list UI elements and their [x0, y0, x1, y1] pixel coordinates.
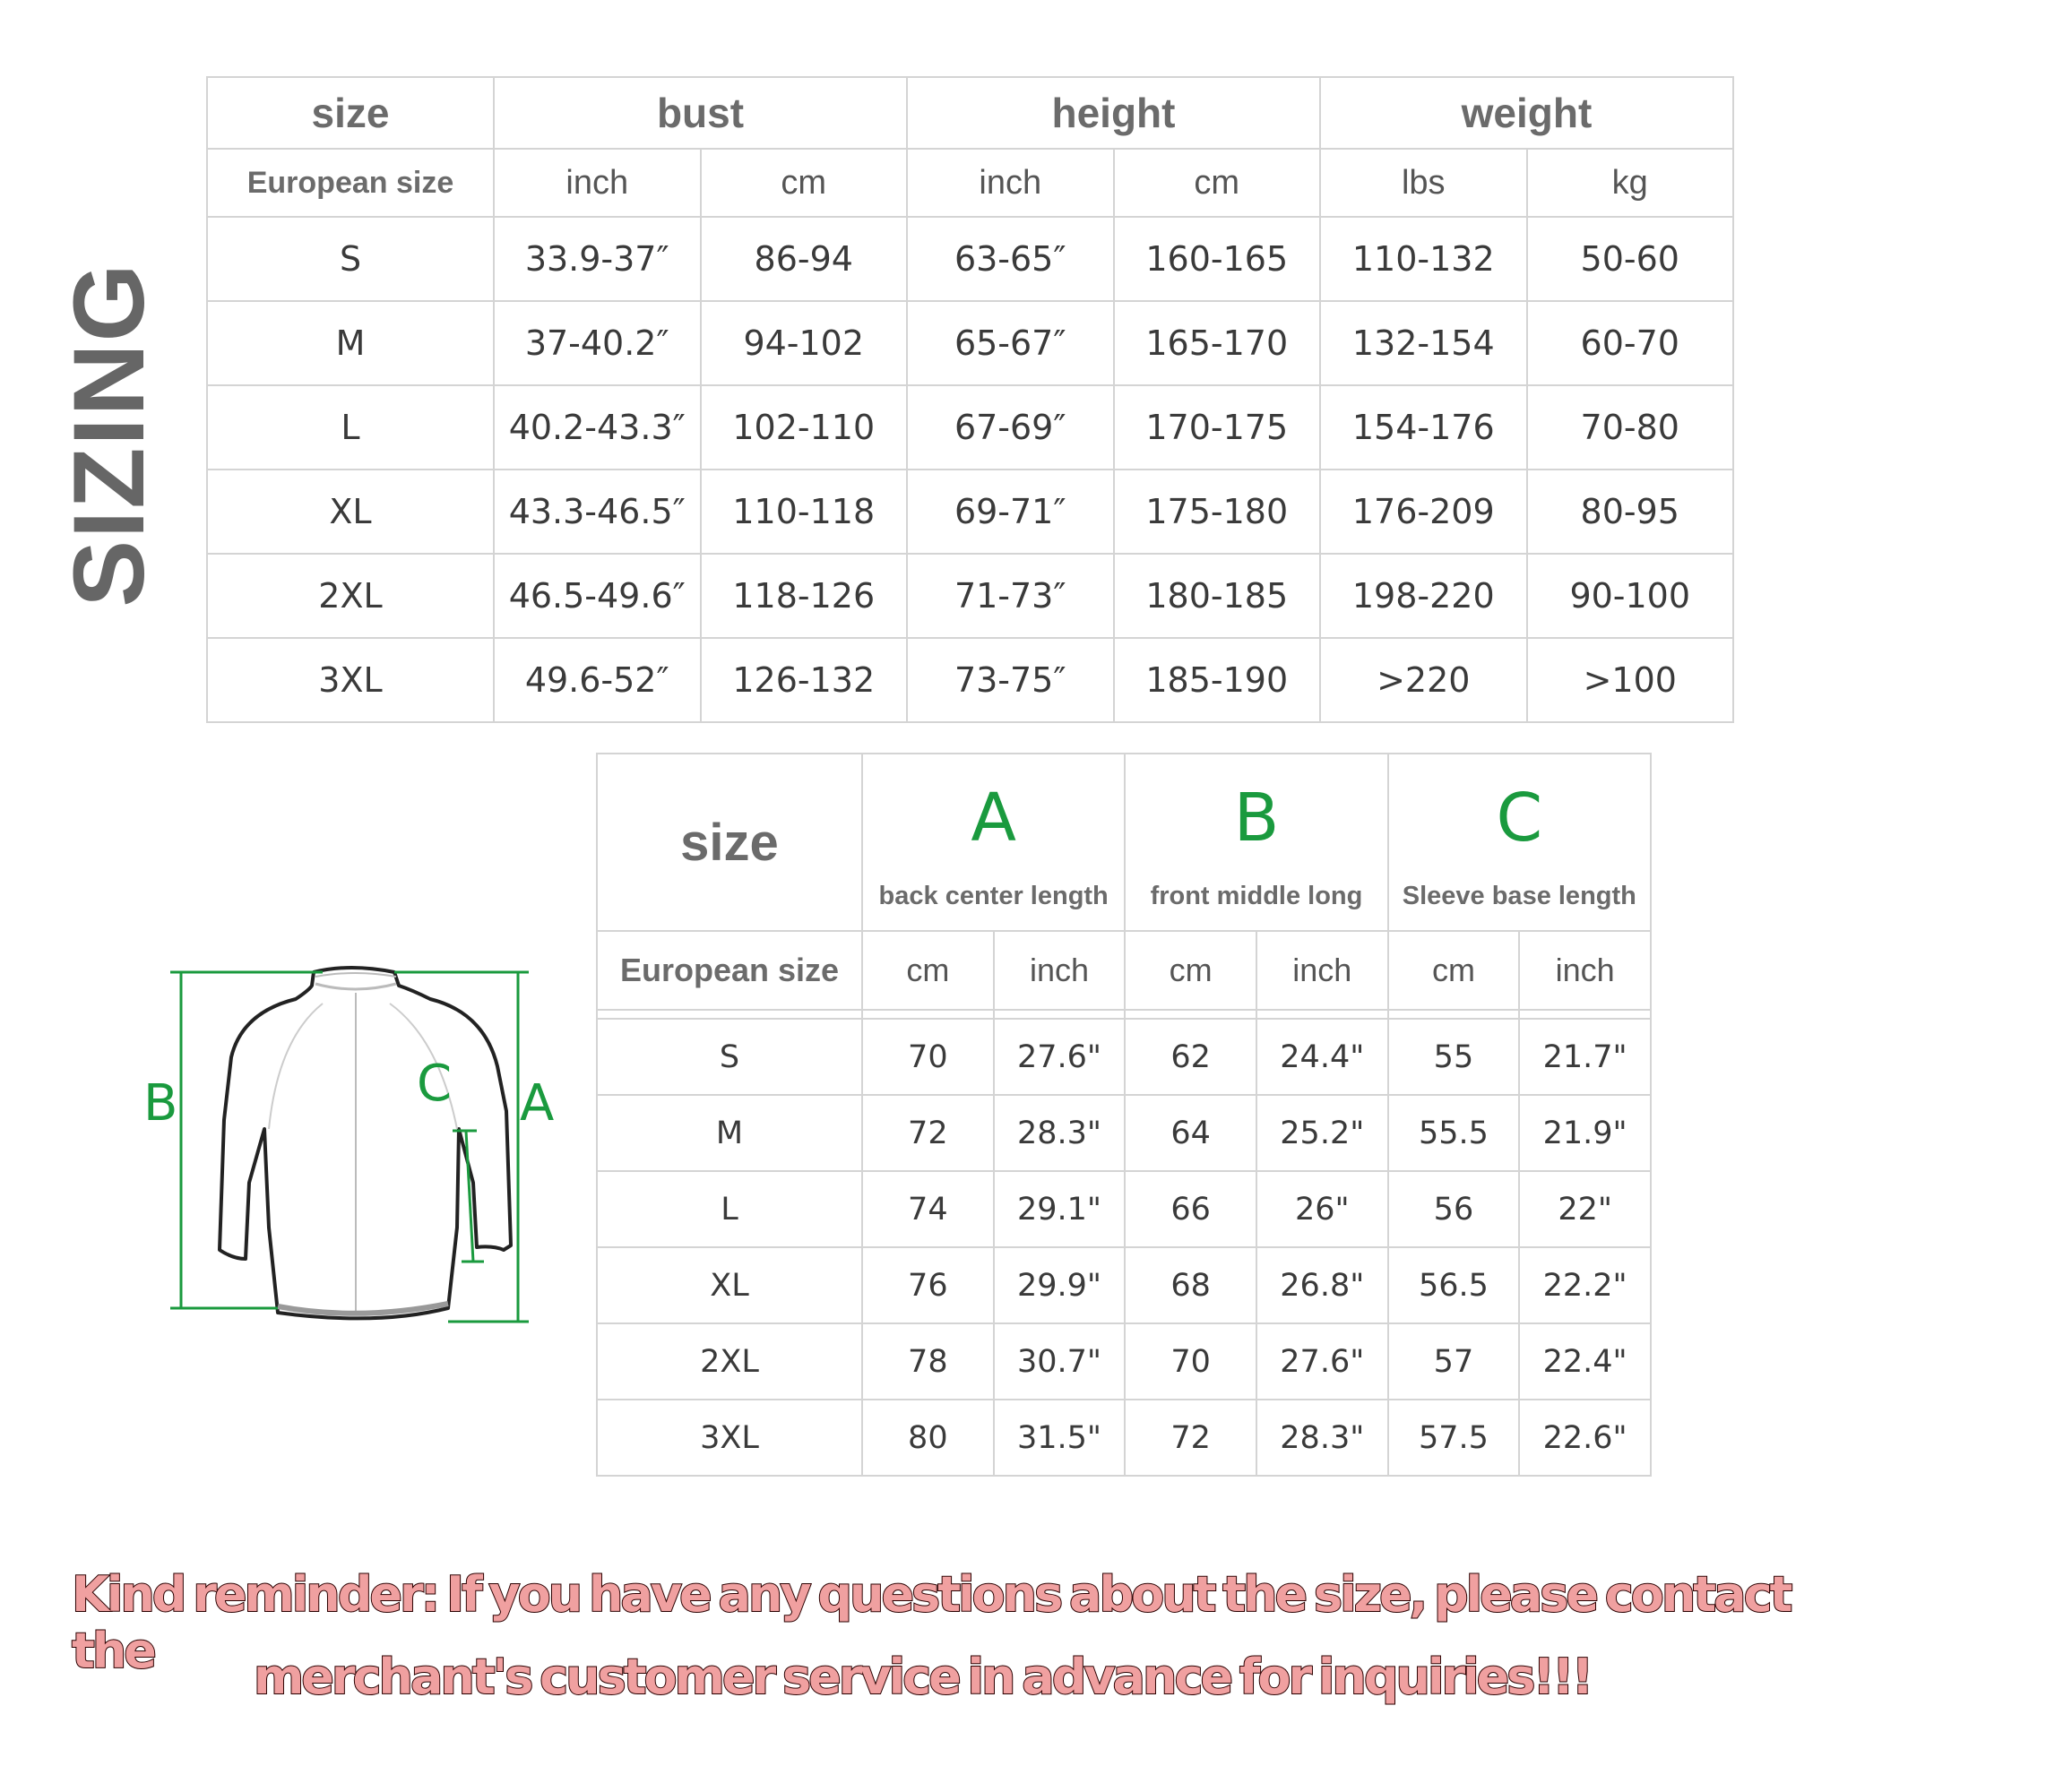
- cell-bust-inch: 37-40.2″: [494, 301, 701, 385]
- cell-bust-cm: 110-118: [701, 470, 908, 554]
- cell-a-inch: 28.3": [994, 1095, 1126, 1171]
- cell-size: S: [207, 217, 494, 301]
- cell-a-inch: 30.7": [994, 1323, 1126, 1400]
- cell-c-inch: 22.4": [1519, 1323, 1651, 1400]
- cell-c-cm: 55: [1388, 1019, 1520, 1095]
- subheader-b-cm: cm: [1125, 931, 1256, 1010]
- letter-a: A: [971, 779, 1016, 857]
- label-a: A: [520, 1074, 555, 1133]
- header-weight: weight: [1320, 77, 1733, 149]
- subheader-height-cm: cm: [1114, 149, 1321, 217]
- subheader-b-inch: inch: [1256, 931, 1388, 1010]
- reminder-line-1: Kind reminder: If you have any questions about the size, please contact the: [72, 1566, 1791, 1679]
- cell-bust-cm: 126-132: [701, 638, 908, 722]
- subheader-european-size: European size: [597, 931, 862, 1010]
- header-col-c: [1388, 754, 1651, 931]
- cell-bust-cm: 102-110: [701, 385, 908, 470]
- sizing-title: [53, 262, 165, 607]
- label-c: C: [417, 1055, 453, 1113]
- cell-b-inch: 25.2": [1256, 1095, 1388, 1171]
- cell-bust-inch: 43.3-46.5″: [494, 470, 701, 554]
- jersey-diagram: [143, 950, 574, 1326]
- cell-b-cm: 72: [1125, 1400, 1256, 1476]
- cell-lbs: 154-176: [1320, 385, 1527, 470]
- table-row: [597, 1019, 1651, 1095]
- desc-sleeve-base-length: Sleeve base length: [1402, 881, 1636, 910]
- table2-spacer-row: [597, 1010, 1651, 1019]
- header-size: size: [597, 754, 862, 931]
- cell-a-inch: 31.5": [994, 1400, 1126, 1476]
- table-row: [597, 1247, 1651, 1323]
- cell-kg: 80-95: [1527, 470, 1734, 554]
- cell-height-cm: 160-165: [1114, 217, 1321, 301]
- cell-height-cm: 185-190: [1114, 638, 1321, 722]
- cell-lbs: 110-132: [1320, 217, 1527, 301]
- subheader-c-cm: cm: [1388, 931, 1520, 1010]
- cell-c-inch: 21.7": [1519, 1019, 1651, 1095]
- cell-a-cm: 76: [862, 1247, 994, 1323]
- table-row: [207, 385, 1733, 470]
- cell-a-cm: 74: [862, 1171, 994, 1247]
- cell-bust-cm: 86-94: [701, 217, 908, 301]
- cell-a-cm: 80: [862, 1400, 994, 1476]
- table1-subheader-row: [207, 149, 1733, 217]
- cell-height-inch: 73-75″: [907, 638, 1114, 722]
- cell-kg: >100: [1527, 638, 1734, 722]
- body-size-table: [206, 76, 1734, 723]
- cell-b-inch: 24.4": [1256, 1019, 1388, 1095]
- table-row: [597, 1171, 1651, 1247]
- letter-c: C: [1496, 779, 1543, 857]
- cell-height-inch: 69-71″: [907, 470, 1114, 554]
- cell-kg: 50-60: [1527, 217, 1734, 301]
- cell-c-inch: 22.2": [1519, 1247, 1651, 1323]
- subheader-bust-cm: cm: [701, 149, 908, 217]
- cell-b-inch: 28.3": [1256, 1400, 1388, 1476]
- cell-size: M: [597, 1095, 862, 1171]
- header-col-a: [862, 754, 1125, 931]
- cell-bust-inch: 33.9-37″: [494, 217, 701, 301]
- subheader-kg: kg: [1527, 149, 1734, 217]
- cell-height-cm: 175-180: [1114, 470, 1321, 554]
- cell-height-inch: 65-67″: [907, 301, 1114, 385]
- cell-size: 2XL: [597, 1323, 862, 1400]
- cell-c-cm: 55.5: [1388, 1095, 1520, 1171]
- cell-a-cm: 70: [862, 1019, 994, 1095]
- cell-c-cm: 57.5: [1388, 1400, 1520, 1476]
- subheader-european-size: European size: [207, 149, 494, 217]
- cell-kg: 60-70: [1527, 301, 1734, 385]
- table-row: [207, 301, 1733, 385]
- cell-a-cm: 72: [862, 1095, 994, 1171]
- header-size: size: [207, 77, 494, 149]
- desc-front-middle-long: front middle long: [1150, 881, 1363, 910]
- table-row: [207, 470, 1733, 554]
- cell-height-inch: 63-65″: [907, 217, 1114, 301]
- cell-b-cm: 62: [1125, 1019, 1256, 1095]
- garment-size-table: [596, 753, 1652, 1477]
- subheader-a-cm: cm: [862, 931, 994, 1010]
- table2-subheader-row: [597, 931, 1651, 1010]
- cell-c-inch: 22.6": [1519, 1400, 1651, 1476]
- subheader-lbs: lbs: [1320, 149, 1527, 217]
- cell-bust-inch: 46.5-49.6″: [494, 554, 701, 638]
- cell-bust-inch: 40.2-43.3″: [494, 385, 701, 470]
- cell-lbs: >220: [1320, 638, 1527, 722]
- subheader-c-inch: inch: [1519, 931, 1651, 1010]
- cell-a-cm: 78: [862, 1323, 994, 1400]
- cell-a-inch: 29.9": [994, 1247, 1126, 1323]
- table-row: [207, 554, 1733, 638]
- cell-bust-cm: 118-126: [701, 554, 908, 638]
- cell-height-inch: 71-73″: [907, 554, 1114, 638]
- cell-size: M: [207, 301, 494, 385]
- table-row: [597, 1095, 1651, 1171]
- label-b: B: [143, 1074, 178, 1133]
- cell-bust-cm: 94-102: [701, 301, 908, 385]
- cell-c-cm: 56.5: [1388, 1247, 1520, 1323]
- cell-b-inch: 26": [1256, 1171, 1388, 1247]
- cell-b-cm: 64: [1125, 1095, 1256, 1171]
- header-height: height: [907, 77, 1320, 149]
- table1-header-row: [207, 77, 1733, 149]
- cell-kg: 70-80: [1527, 385, 1734, 470]
- cell-kg: 90-100: [1527, 554, 1734, 638]
- desc-back-center-length: back center length: [878, 881, 1109, 910]
- table-row: [597, 1400, 1651, 1476]
- reminder-line-2: merchant's customer service in advance for inquiries!!!: [254, 1649, 1592, 1705]
- cell-c-inch: 21.9": [1519, 1095, 1651, 1171]
- subheader-height-inch: inch: [907, 149, 1114, 217]
- subheader-a-inch: inch: [994, 931, 1126, 1010]
- sizing-title-text: SIZING: [53, 262, 165, 607]
- cell-a-inch: 29.1": [994, 1171, 1126, 1247]
- cell-b-inch: 27.6": [1256, 1323, 1388, 1400]
- cell-b-cm: 66: [1125, 1171, 1256, 1247]
- cell-b-inch: 26.8": [1256, 1247, 1388, 1323]
- table-row: [597, 1323, 1651, 1400]
- table-row: [207, 217, 1733, 301]
- table-row: [207, 638, 1733, 722]
- cell-b-cm: 70: [1125, 1323, 1256, 1400]
- cell-lbs: 132-154: [1320, 301, 1527, 385]
- cell-size: XL: [207, 470, 494, 554]
- header-bust: bust: [494, 77, 907, 149]
- cell-size: 2XL: [207, 554, 494, 638]
- cell-size: S: [597, 1019, 862, 1095]
- header-col-b: [1125, 754, 1387, 931]
- cell-c-cm: 57: [1388, 1323, 1520, 1400]
- cell-a-inch: 27.6": [994, 1019, 1126, 1095]
- subheader-bust-inch: inch: [494, 149, 701, 217]
- cell-height-cm: 165-170: [1114, 301, 1321, 385]
- cell-height-cm: 170-175: [1114, 385, 1321, 470]
- cell-size: XL: [597, 1247, 862, 1323]
- cell-c-inch: 22": [1519, 1171, 1651, 1247]
- cell-height-cm: 180-185: [1114, 554, 1321, 638]
- cell-height-inch: 67-69″: [907, 385, 1114, 470]
- cell-size: L: [207, 385, 494, 470]
- letter-b: B: [1233, 779, 1280, 857]
- cell-lbs: 176-209: [1320, 470, 1527, 554]
- cell-size: 3XL: [597, 1400, 862, 1476]
- table2-header-row: [597, 754, 1651, 931]
- cell-lbs: 198-220: [1320, 554, 1527, 638]
- cell-bust-inch: 49.6-52″: [494, 638, 701, 722]
- cell-c-cm: 56: [1388, 1171, 1520, 1247]
- cell-size: 3XL: [207, 638, 494, 722]
- cell-size: L: [597, 1171, 862, 1247]
- cell-b-cm: 68: [1125, 1247, 1256, 1323]
